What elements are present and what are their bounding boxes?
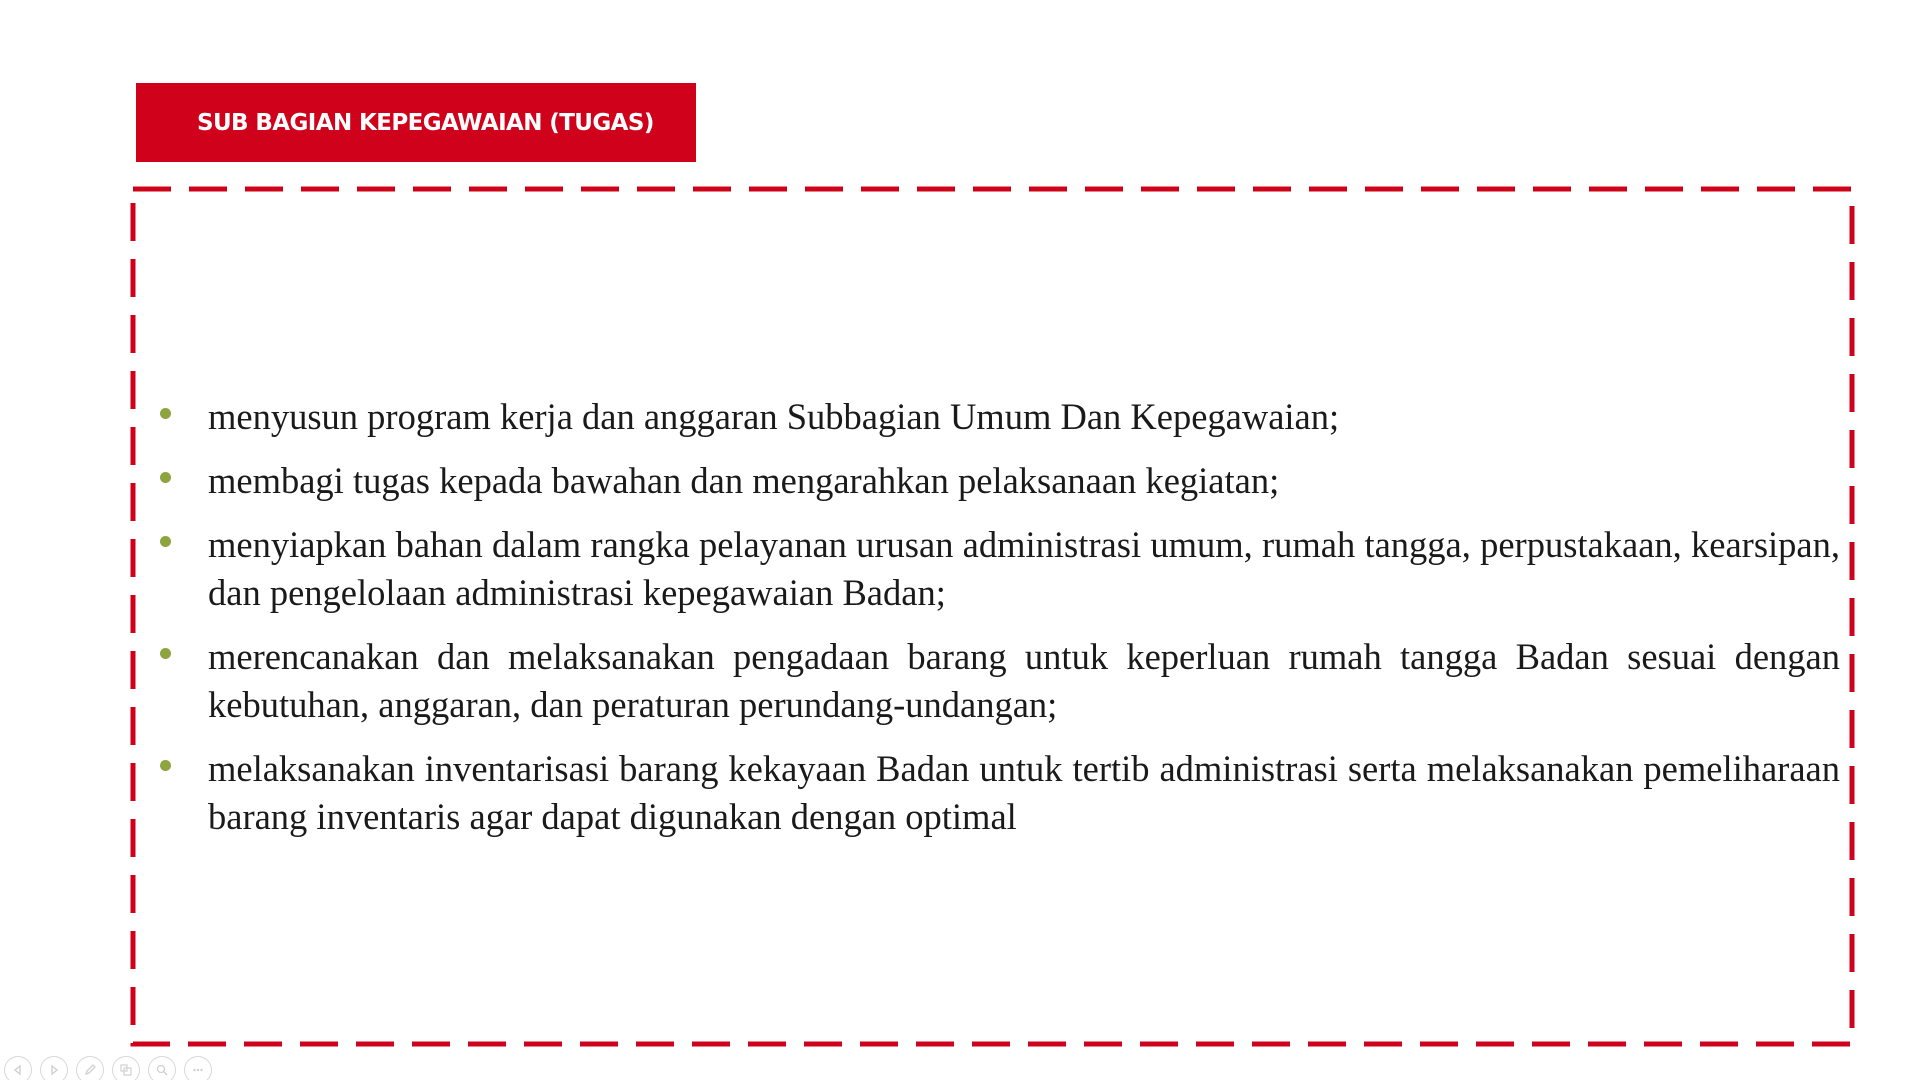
previous-icon	[11, 1063, 25, 1077]
list-item-text: membagi tugas kepada bawahan dan mengarahkan pelaksanaan kegiatan;	[208, 460, 1280, 501]
task-list	[160, 393, 1840, 857]
more-icon	[191, 1063, 205, 1077]
pen-icon	[83, 1063, 97, 1077]
bullet-icon	[160, 408, 171, 419]
list-item-text: menyusun program kerja dan anggaran Subbagian Umum Dan Kepegawaian;	[208, 396, 1340, 437]
previous-slide-button[interactable]	[4, 1056, 32, 1080]
next-slide-button[interactable]	[40, 1056, 68, 1080]
list-item	[160, 633, 1840, 729]
list-item	[160, 457, 1840, 505]
title-banner	[136, 83, 696, 162]
slide-title: SUB BAGIAN KEPEGAWAIAN (TUGAS)	[197, 109, 654, 136]
next-icon	[47, 1063, 61, 1077]
zoom-icon	[155, 1063, 169, 1077]
pen-tool-button[interactable]	[76, 1056, 104, 1080]
bullet-icon	[160, 760, 171, 771]
bullet-icon	[160, 536, 171, 547]
list-item-text: menyiapkan bahan dalam rangka pelayanan urusan administrasi umum, rumah tangga, perpustakaan, kearsipan, dan pengelolaan administrasi kepegawaian Badan;	[208, 524, 1840, 613]
bullet-icon	[160, 648, 171, 659]
bullet-icon	[160, 472, 171, 483]
more-options-button[interactable]	[184, 1056, 212, 1080]
slides-icon	[119, 1063, 133, 1077]
list-item-text: merencanakan dan melaksanakan pengadaan barang untuk keperluan rumah tangga Badan sesuai dengan kebutuhan, anggaran, dan peraturan perundang-undangan;	[208, 636, 1840, 725]
list-item	[160, 393, 1840, 441]
zoom-button[interactable]	[148, 1056, 176, 1080]
see-all-slides-button[interactable]	[112, 1056, 140, 1080]
list-item-text: melaksanakan inventarisasi barang kekayaan Badan untuk tertib administrasi serta melaksanakan pemeliharaan barang inventaris agar dapat digunakan dengan optimal	[208, 748, 1840, 837]
list-item	[160, 521, 1840, 617]
presenter-toolbar	[4, 1056, 212, 1080]
list-item	[160, 745, 1840, 841]
